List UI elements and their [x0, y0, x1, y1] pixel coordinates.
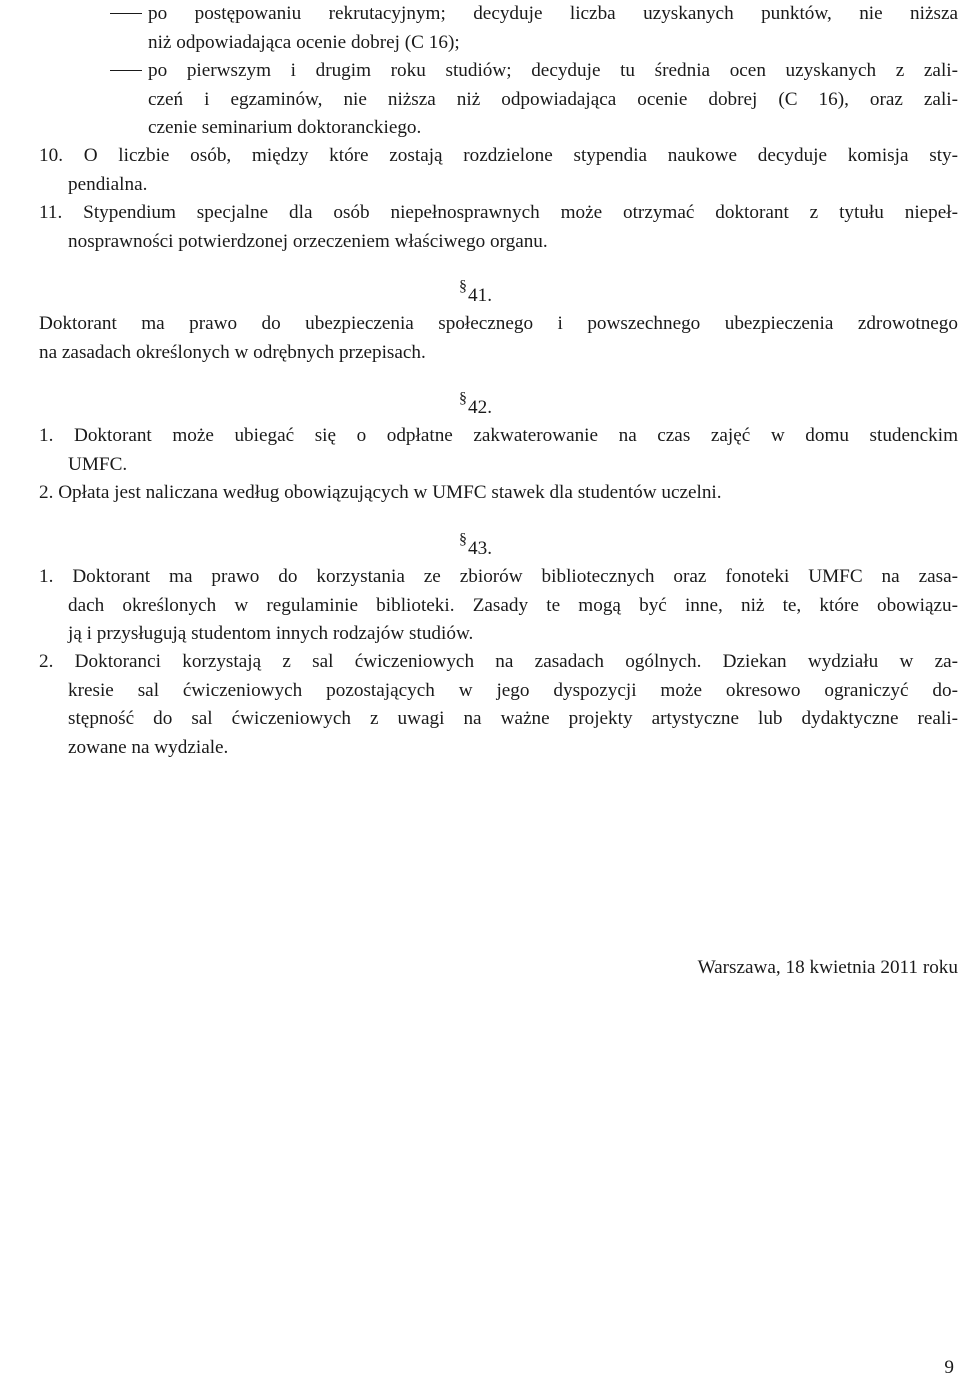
section-43-point-1 — [39, 563, 958, 649]
point-text: Doktorant może ubiegać się o odpłatne zakwaterowanie na czas zajęć w domu studenckim — [73, 425, 958, 446]
list-item-line: po postępowaniu rekrutacyjnym; decyduje liczba uzyskanych punktów, nie niższa — [148, 3, 958, 24]
point-number: 1. — [39, 566, 54, 587]
section-heading-43 — [459, 531, 492, 565]
list-item — [148, 57, 958, 143]
point-text: kresie sal ćwiczeniowych pozostających w jego dyspozycji może okresowo ograniczyć do- — [68, 679, 958, 701]
section-number: 42. — [468, 397, 492, 418]
list-item-line: czeń i egzaminów, nie niższa niż odpowiadająca ocenie dobrej (C 16), oraz zali- — [148, 88, 958, 110]
numbered-point-11 — [39, 199, 958, 256]
point-text: ją i przysługują studentom innych rodzajów studiów. — [68, 623, 474, 645]
point-text: pendialna. — [68, 173, 148, 195]
list-item — [148, 0, 958, 57]
point-text: Doktorant ma prawo do korzystania ze zbiorów bibliotecznych oraz fonoteki UMFC na zasa- — [72, 566, 959, 587]
list-item-line: po pierwszym i drugim roku studiów; decyduje tu średnia ocen uzyskanych z zali- — [148, 60, 958, 81]
paragraph-line: na zasadach określonych w odrębnych przepisach. — [39, 341, 426, 363]
point-number: 2. — [39, 482, 54, 503]
point-text: Opłata jest naliczana według obowiązujących w UMFC stawek dla studentów uczelni. — [58, 482, 722, 503]
point-text: UMFC. — [68, 453, 128, 475]
point-text: dach określonych w regulaminie biblioteki. Zasady te mogą być inne, niż te, które obowiązu- — [68, 594, 958, 616]
paragraph-line: Doktorant ma prawo do ubezpieczenia społecznego i powszechnego ubezpieczenia zdrowotnego — [39, 313, 958, 334]
point-number: 10. — [39, 145, 63, 166]
point-text: stępność do sal ćwiczeniowych z uwagi na ważne projekty artystyczne lub dydaktyczne reali- — [68, 708, 958, 730]
section-41-paragraph — [39, 310, 958, 367]
numbered-point-10 — [39, 142, 958, 199]
section-42-point-2 — [39, 479, 958, 508]
dash-bullet — [110, 13, 142, 14]
section-sign: § — [459, 390, 467, 407]
point-text: Doktoranci korzystają z sal ćwiczeniowych na zasadach ogólnych. Dziekan wydziału w za- — [74, 651, 958, 672]
point-text: O liczbie osób, między które zostają rozdzielone stypendia naukowe decyduje komisja sty- — [83, 145, 959, 166]
point-text: nosprawności potwierdzonej orzeczeniem właściwego organu. — [68, 230, 548, 252]
section-heading-41 — [459, 278, 492, 312]
point-number: 1. — [39, 425, 54, 446]
section-43-point-2 — [39, 648, 958, 762]
section-heading-42 — [459, 390, 492, 424]
section-sign: § — [459, 531, 467, 548]
point-number: 2. — [39, 651, 54, 672]
page-number: 9 — [944, 1357, 954, 1378]
closing-date: Warszawa, 18 kwietnia 2011 roku — [697, 957, 958, 978]
point-text: zowane na wydziale. — [68, 736, 229, 758]
section-number: 41. — [468, 285, 492, 306]
section-sign: § — [459, 278, 467, 295]
list-item-line: niż odpowiadająca ocenie dobrej (C 16); — [148, 31, 460, 53]
point-number: 11. — [39, 202, 63, 223]
section-42-point-1 — [39, 422, 958, 479]
dash-bullet — [110, 70, 142, 71]
point-text: Stypendium specjalne dla osób niepełnosprawnych może otrzymać doktorant z tytułu niepeł- — [83, 202, 958, 223]
section-number: 43. — [468, 538, 492, 559]
list-item-line: czenie seminarium doktoranckiego. — [148, 117, 422, 139]
